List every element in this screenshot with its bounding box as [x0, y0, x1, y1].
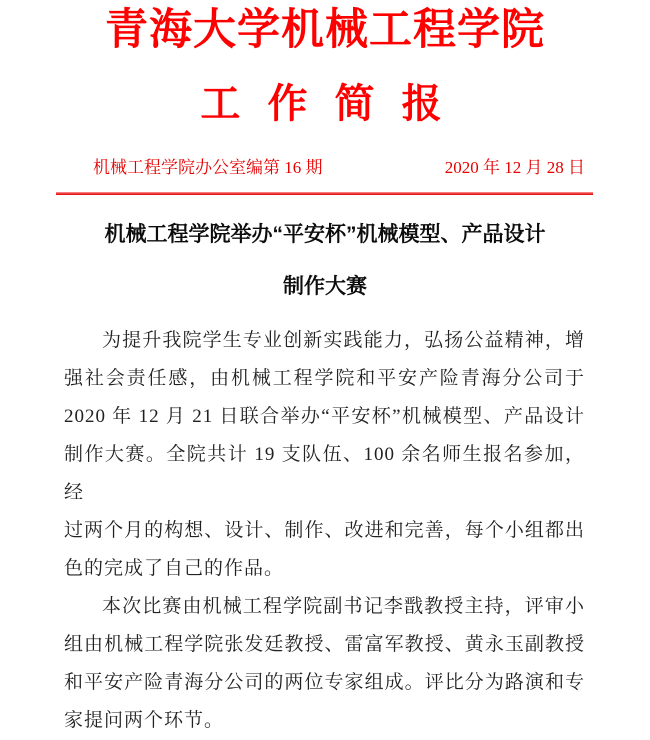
body-line: 制作大赛。全院共计 19 支队伍、100 余名师生报名参加，经	[64, 444, 585, 504]
divider-line	[56, 192, 593, 195]
masthead-subtitle: 工 作 简 报	[200, 82, 450, 127]
body-paragraph-1	[64, 322, 585, 588]
body-line: 和平安产险青海分公司的两位专家组成。评比分为路演和专	[64, 672, 585, 694]
body-line: 2020 年 12 月 21 日联合举办“平安杯”机械模型、产品设计	[64, 406, 585, 428]
article-body	[64, 322, 585, 740]
body-line: 色的完成了自己的作品。	[64, 558, 285, 580]
body-line: 强社会责任感，由机械工程学院和平安产险青海分公司于	[64, 368, 585, 390]
body-paragraph-2	[64, 588, 585, 740]
body-line: 为提升我院学生专业创新实践能力，弘扬公益精神，增	[102, 330, 585, 352]
issue-number: 机械工程学院办公室编第 16 期	[93, 158, 323, 178]
bulletin-page	[0, 6, 650, 732]
article-title-line-1: 机械工程学院举办“平安杯”机械模型、产品设计	[104, 223, 546, 247]
masthead-title: 青海大学机械工程学院	[105, 6, 545, 54]
body-line: 组由机械工程学院张发廷教授、雷富军教授、黄永玉副教授	[64, 634, 585, 656]
body-line: 过两个月的构想、设计、制作、改进和完善，每个小组都出	[64, 520, 585, 542]
article-title-line-2: 制作大赛	[283, 275, 367, 299]
article-title	[40, 209, 610, 313]
body-line: 本次比赛由机械工程学院副书记李戬教授主持，评审小	[102, 596, 585, 618]
body-line: 家提问两个环节。	[64, 710, 225, 732]
issue-date: 2020 年 12 月 28 日	[444, 158, 585, 178]
issue-info-row	[93, 157, 585, 179]
